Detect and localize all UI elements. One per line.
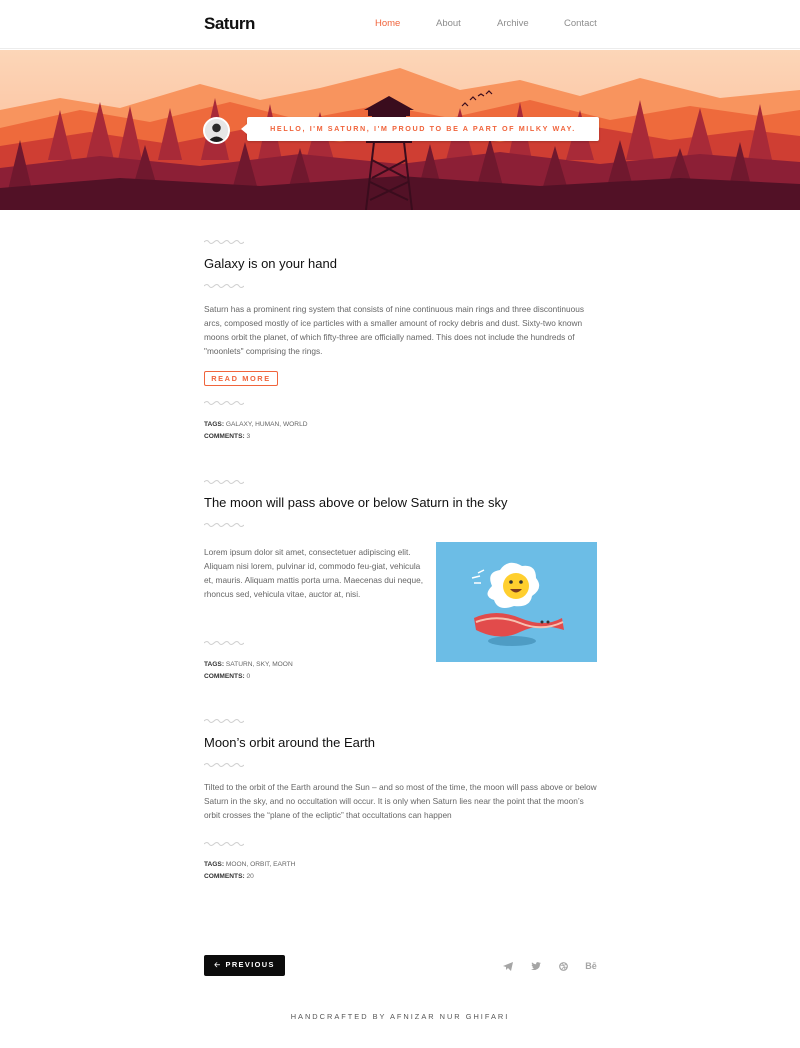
tag-link[interactable]: MOON (272, 661, 293, 668)
comments-count[interactable]: 20 (246, 873, 254, 880)
main-nav (0, 18, 800, 32)
post-comments (204, 871, 295, 883)
post-tags: TAGS: MOON, ORBIT, EARTH (204, 861, 296, 868)
nav-archive[interactable]: Archive (497, 18, 529, 29)
tag-link[interactable]: SKY (256, 661, 269, 668)
greeting-text: HELLO, I'M SATURN, I'M PROUD TO BE A PART OF MILKY WAY. (270, 124, 576, 133)
post-title[interactable]: Moon’s orbit around the Earth (204, 735, 376, 750)
post-comments (204, 431, 308, 443)
post-excerpt: Tilted to the orbit of the Earth around the Sun – and so most of the time, the moon will pass above or below Saturn in the sky, and no occultation will occur. It is only when Saturn lies near the point that the moon’s orbit crosses the “plane of the ecliptic” that occultations can happen (204, 782, 597, 820)
post-meta (204, 659, 293, 683)
post-excerpt: Lorem ipsum dolor sit amet, consectetuer adipiscing elit. Aliquam nisi lorem, pulvinar id, commodo feu-giat, vehicula et, mauris. Aliquam mattis porta urna. Maecenas dui neque, rhoncus sed, vehicula vitae, auctor at, nisi. (204, 547, 424, 599)
comments-count[interactable]: 0 (246, 673, 251, 680)
post-title[interactable]: Galaxy is on your hand (204, 256, 337, 271)
read-more-button[interactable]: READ MORE (204, 371, 278, 386)
nav-contact[interactable]: Contact (564, 18, 597, 29)
post-comments (204, 671, 293, 683)
tag-link[interactable]: EARTH (273, 861, 296, 868)
arrow-left-icon: 🡠 (214, 960, 222, 969)
nav-about[interactable]: About (436, 18, 461, 29)
previous-button[interactable] (204, 955, 285, 976)
site-logo[interactable]: Saturn (204, 14, 255, 33)
wave-divider (204, 479, 244, 485)
tag-link[interactable]: SATURN (225, 661, 253, 668)
author-avatar (203, 117, 230, 144)
paper-plane-icon[interactable] (502, 958, 514, 974)
tag-link[interactable]: ORBIT (250, 861, 270, 868)
twitter-icon[interactable] (530, 958, 542, 974)
wave-divider (204, 841, 244, 847)
wave-divider (204, 239, 244, 245)
post-excerpt: Saturn has a prominent ring system that consists of nine continuous main rings and three discontinuous arcs, composed mostly of ice particles with a smaller amount of rocky debris and dust. Sixty-two known moons orbit the planet, of which fifty-three are officially named. This does not include the hundreds of "moonlets" comprising the rings. (204, 304, 585, 356)
nav-home[interactable]: Home (375, 18, 401, 29)
wave-divider (204, 718, 244, 724)
tag-link[interactable]: MOON (225, 861, 247, 868)
wave-divider (204, 283, 244, 289)
post-tags: TAGS: SATURN, SKY, MOON (204, 661, 293, 668)
wave-divider (204, 762, 244, 768)
comments-label: COMMENTS: (204, 673, 245, 680)
footer-credit: HANDCRAFTED BY AFNIZAR NUR GHIFARI (290, 1012, 510, 1021)
post-meta (204, 859, 295, 883)
comments-count[interactable]: 3 (246, 433, 251, 440)
post-title[interactable]: The moon will pass above or below Saturn in the sky (204, 495, 508, 510)
tags-label: TAGS: (204, 861, 225, 868)
tag-link[interactable]: WORLD (282, 421, 308, 428)
tags-label: TAGS: (204, 421, 225, 428)
wave-divider (204, 640, 244, 646)
tag-link[interactable]: GALAXY (225, 421, 252, 428)
tags-label: TAGS: (204, 661, 225, 668)
greeting-bubble (247, 117, 599, 141)
post-meta (204, 419, 308, 443)
wave-divider (204, 400, 244, 406)
dribbble-icon[interactable] (557, 958, 569, 974)
wave-divider (204, 522, 244, 528)
comments-label: COMMENTS: (204, 873, 245, 880)
site-header (0, 0, 800, 49)
comments-label: COMMENTS: (204, 433, 245, 440)
post-illustration[interactable] (436, 542, 597, 662)
previous-label: PREVIOUS (225, 960, 275, 969)
post-tags: TAGS: GALAXY, HUMAN, WORLD (204, 421, 308, 428)
behance-icon[interactable]: Bē (585, 961, 597, 971)
tag-link[interactable]: HUMAN (255, 421, 280, 428)
